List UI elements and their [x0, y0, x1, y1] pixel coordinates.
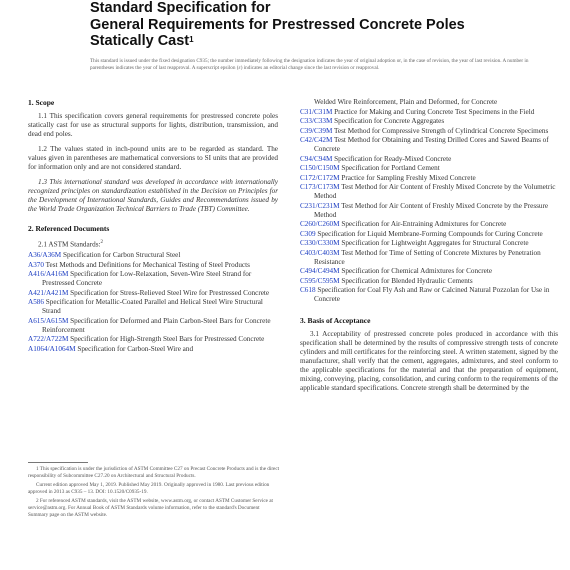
reference-item [300, 249, 558, 267]
reference-title: Specification for Ready-Mixed Concrete [332, 154, 452, 163]
reference-link[interactable]: C595/C595M [300, 276, 340, 285]
reference-link[interactable]: C94/C94M [300, 154, 333, 163]
reference-link[interactable]: C172/C172M [300, 173, 340, 182]
reference-title: Specification for Metallic-Coated Parallel and Helical Steel Wire Structural Strand [42, 298, 263, 316]
reference-list-right [300, 98, 558, 304]
basis-of-acceptance-section [300, 316, 558, 393]
astm-standards-label: 2.1 ASTM Standards: [38, 240, 101, 249]
reference-title: Specification for Concrete Aggregates [332, 117, 445, 125]
right-column [300, 98, 558, 399]
reference-title: Specification for Blended Hydraulic Cements [339, 276, 473, 285]
reference-item [300, 164, 558, 173]
reference-link[interactable]: C42/C42M [300, 136, 333, 144]
reference-item [300, 277, 558, 286]
astm-standards-subheading [38, 238, 278, 249]
standard-designation-note: This standard is issued under the fixed designation C935; the number immediately following the designation indicates the year of original adoption or, in the case of revision, the year of last revision. A number in parentheses indicates the year of last reapproval. A superscript epsilon (ε) indicates an editorial change since the last revision or reapproval. [90, 58, 529, 71]
reference-title: Test Method for Obtaining and Testing Drilled Cores and Sawed Beams of Concrete [314, 136, 549, 153]
reference-item [28, 289, 278, 298]
reference-item [28, 317, 278, 335]
reference-title: Specification for Portland Cement [339, 164, 440, 172]
reference-item [300, 127, 558, 136]
reference-link[interactable]: C173/C173M [300, 183, 340, 191]
title-line-1: Standard Specification for [90, 0, 271, 16]
title-line-3 [90, 33, 530, 50]
reference-link[interactable]: C494/C494M [300, 267, 340, 275]
reference-link[interactable]: A36/A36M [28, 251, 62, 260]
reference-item [300, 174, 558, 183]
reference-title: Specification for Chemical Admixtures for Concrete [339, 267, 493, 275]
reference-link[interactable]: C33/C33M [300, 117, 333, 125]
reference-item [28, 270, 278, 288]
reference-link[interactable]: A615/A615M [28, 316, 69, 325]
reference-title: Test Method for Time of Setting of Concrete Mixtures by Penetration Resistance [314, 248, 541, 266]
reference-item [300, 239, 558, 248]
reference-link[interactable]: A1064/A1064M [28, 344, 76, 353]
reference-title: Practice for Making and Curing Concrete Test Specimens in the Field [332, 107, 535, 116]
reference-title: Practice for Sampling Freshly Mixed Concrete [339, 173, 476, 182]
reference-item [300, 117, 558, 126]
reference-link[interactable]: A586 [28, 298, 44, 307]
reference-item [300, 183, 558, 201]
reference-item [300, 286, 558, 304]
reference-link[interactable]: C231/C231M [300, 201, 340, 210]
footnote-edition: Current edition approved May 1, 2019. Published May 2019. Originally approved in 1980. Last previous edition approved in 2013 as C935 – 13. DOI: 10.1520/C0935-19. [28, 482, 270, 495]
reference-item [300, 230, 558, 239]
reference-item [28, 261, 278, 270]
title-line-3-text: Statically Cast [90, 33, 190, 49]
reference-title: Specification for Carbon-Steel Wire and [75, 344, 194, 353]
reference-link[interactable]: C150/C150M [300, 164, 340, 172]
reference-link[interactable]: C260/C260M [300, 220, 340, 228]
reference-title: Specification for Air-Entraining Admixtures for Concrete [339, 220, 507, 228]
reference-item [300, 267, 558, 276]
reference-title: Test Methods and Definitions for Mechanical Testing of Steel Products [43, 260, 250, 269]
reference-item [300, 220, 558, 229]
scope-paragraph-3: 1.3 This international standard was developed in accordance with internationally recognized principles on standardization established in the Decision on Principles for the Development of International Standards, Guides and Recommendations issued by the World Trade Organization Technical Barriers to Trade (TBT) Committee. [28, 178, 278, 213]
reference-link[interactable]: C330/C330M [300, 239, 340, 247]
reference-title: Specification for Carbon Structural Steel [61, 251, 181, 260]
reference-title: Specification for Stress-Relieved Steel Wire for Prestressed Concrete [68, 288, 270, 297]
scope-heading: 1. Scope [28, 98, 55, 107]
reference-item [28, 298, 278, 316]
scope-paragraph-2: 1.2 The values stated in inch-pound units are to be regarded as standard. The values given in parentheses are mathematical conversions to SI units that are provided for information only and are not considered standard. [28, 145, 278, 171]
title-footnote-mark: 1 [189, 35, 194, 44]
reference-item [300, 155, 558, 164]
reference-item [28, 345, 278, 354]
footnote-divider [28, 462, 88, 463]
basis-of-acceptance-heading: 3. Basis of Acceptance [300, 316, 371, 325]
reference-link[interactable]: C31/C31M [300, 107, 333, 116]
reference-link[interactable]: A370 [28, 260, 44, 269]
left-column [28, 98, 278, 354]
reference-title: Test Method for Air Content of Freshly Mixed Concrete by the Pressure Method [314, 201, 549, 219]
acceptance-paragraph: 3.1 Acceptability of prestressed concrete poles produced in accordance with this specification shall be determined by the results of compressive strength tests of concrete cylinders and mill certificates for the reinforcing steel. A written statement, signed by the manufacturer, shall verify that the cement, aggregates, admixtures, and steel conform to the applicable specifications for the material and that the preparation of equipment, mixing, conveying, placing, consolidation, and curing conform to the requirements of the applicable standard specifications. Concrete strength shall be determined by the [300, 330, 558, 392]
footnote-2: 2 For referenced ASTM standards, visit the ASTM website, www.astm.org, or contact ASTM Customer Service at service@astm.org. For Annual Book of ASTM Standards volume information, refer to the standard's Document Summary page on the ASTM website. [28, 498, 273, 518]
reference-title: Test Method for Air Content of Freshly Mixed Concrete by the Volumetric Method [314, 183, 556, 200]
reference-title: Test Method for Compressive Strength of Cylindrical Concrete Specimens [332, 126, 549, 135]
footnotes [28, 466, 280, 521]
reference-title: Specification for Low-Relaxation, Seven-Wire Steel Strand for Prestressed Concrete [42, 270, 252, 288]
reference-title: Specification for Deformed and Plain Carbon-Steel Bars for Concrete Reinforcement [42, 316, 271, 334]
reference-link[interactable]: A421/A421M [28, 288, 69, 297]
reference-link[interactable]: C309 [300, 229, 316, 238]
title-line-2: General Requirements for Prestressed Concrete Poles [90, 16, 465, 33]
reference-link[interactable]: C403/C403M [300, 248, 340, 257]
scope-paragraph-1: 1.1 This specification covers general requirements for prestressed concrete poles statically cast for use as structural supports for lights, distribution, transmission, and dead end poles. [28, 112, 278, 138]
reference-link[interactable]: C618 [300, 286, 316, 294]
reference-item [28, 251, 278, 260]
reference-item [300, 136, 558, 154]
reference-link[interactable]: C39/C39M [300, 126, 333, 135]
reference-link[interactable]: A722/A722M [28, 335, 69, 344]
referenced-documents-heading: 2. Referenced Documents [28, 224, 110, 233]
reference-link[interactable]: A416/A416M [28, 270, 69, 279]
reference-title: Specification for High-Strength Steel Bars for Prestressed Concrete [68, 335, 265, 344]
reference-title: Specification for Lightweight Aggregates for Structural Concrete [339, 239, 529, 247]
reference-title: Specification for Coal Fly Ash and Raw or Calcined Natural Pozzolan for Use in Concrete [314, 286, 550, 303]
reference-list-left [28, 251, 278, 354]
reference-item [300, 202, 558, 220]
reference-title: Specification for Liquid Membrane-Forming Compounds for Curing Concrete [315, 229, 543, 238]
reference-continuation: Welded Wire Reinforcement, Plain and Deformed, for Concrete [314, 98, 498, 106]
footnote-1: 1 This specification is under the jurisdiction of ASTM Committee C27 on Precast Concrete Products and is the direct responsibility of Subcommittee C27.20 on Architectural and Structural Products. [28, 466, 280, 479]
reference-item [300, 108, 558, 117]
reference-item [28, 335, 278, 344]
document-title [90, 0, 530, 50]
astm-footnote-mark: 2 [100, 240, 103, 245]
